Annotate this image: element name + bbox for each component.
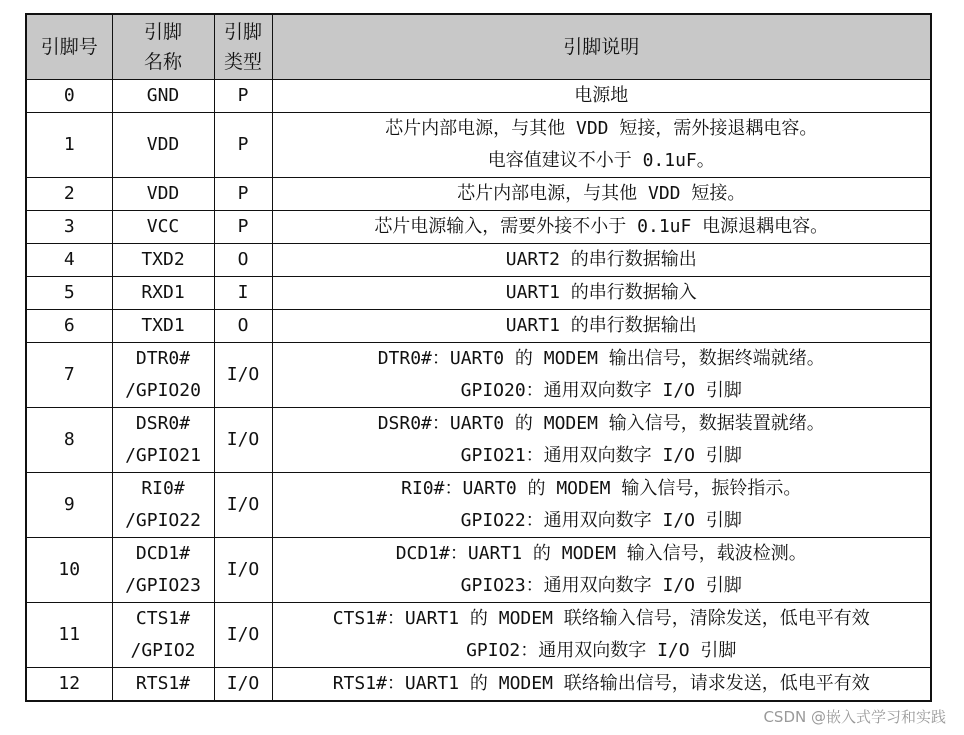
pin-name-cell [112,211,214,244]
pin-description-line: GPIO22：通用双向数字 I/O 引脚 [460,510,742,531]
pin-number-cell: 5 [26,277,112,310]
table-row [26,538,931,603]
table-row [26,603,931,668]
pin-number-cell: 8 [26,408,112,473]
pin-type-cell: I [214,277,272,310]
pin-name-line: DCD1# [135,543,191,564]
pin-description-line: DTR0#：UART0 的 MODEM 输出信号，数据终端就绪。 [377,348,825,369]
pin-name-cell [112,668,214,702]
pin-type-cell: I/O [214,408,272,473]
pin-name-cell [112,408,214,473]
pin-description-line: GPIO20：通用双向数字 I/O 引脚 [460,380,742,401]
header-pin-name [112,14,214,80]
pin-description-cell [272,211,931,244]
pin-name-line: VCC [146,216,180,237]
pin-description-cell [272,178,931,211]
header-pin-name-line: 引脚 [143,21,182,43]
pin-number-cell: 7 [26,343,112,408]
pin-description-line: DSR0#：UART0 的 MODEM 输入信号，数据装置就绪。 [377,413,825,434]
pin-description-line: 芯片电源输入，需要外接不小于 0.1uF 电源退耦电容。 [374,216,829,237]
pin-name-line: TXD1 [141,315,185,336]
pin-description-cell [272,277,931,310]
pin-name-cell [112,603,214,668]
pin-name-line: DTR0# [135,348,191,369]
table-row [26,244,931,277]
pin-name-line: VDD [146,134,180,155]
table-row [26,473,931,538]
pin-description-line: RI0#：UART0 的 MODEM 输入信号，振铃指示。 [401,478,802,499]
pin-description-line: GPIO21：通用双向数字 I/O 引脚 [460,445,742,466]
pin-description-line: 芯片内部电源，与其他 VDD 短接，需外接退耦电容。 [385,118,818,139]
pin-description-cell [272,113,931,178]
pin-number-cell: 1 [26,113,112,178]
pin-description-line: 电源地 [574,85,629,106]
header-pin-number [26,14,112,80]
pin-description-cell [272,408,931,473]
pin-description-line: UART2 的串行数据输出 [505,249,697,270]
pin-table [25,13,932,702]
pin-type-cell: P [214,211,272,244]
pin-name-line: CTS1# [135,608,191,629]
pin-name-cell [112,310,214,343]
pin-description-cell [272,343,931,408]
pin-name-cell [112,277,214,310]
pin-name-line: /GPIO22 [125,510,201,531]
pin-type-cell: I/O [214,343,272,408]
pin-name-line: /GPIO20 [125,380,201,401]
pin-description-line: CTS1#：UART1 的 MODEM 联络输入信号，清除发送，低电平有效 [332,608,870,629]
pin-description-cell [272,244,931,277]
pin-type-cell: I/O [214,538,272,603]
pin-name-line: VDD [146,183,180,204]
pin-name-cell [112,244,214,277]
table-header-row [26,14,931,80]
pin-description-line: RTS1#：UART1 的 MODEM 联络输出信号，请求发送，低电平有效 [332,673,870,694]
table-row [26,113,931,178]
table-row [26,408,931,473]
pin-name-cell [112,538,214,603]
header-pin-description [272,14,931,80]
pin-type-cell: O [214,244,272,277]
header-pin-number-line: 引脚号 [40,36,98,58]
pin-description-line: DCD1#：UART1 的 MODEM 输入信号，载波检测。 [395,543,807,564]
pin-name-cell [112,473,214,538]
pin-number-cell: 10 [26,538,112,603]
pin-description-line: GPIO2：通用双向数字 I/O 引脚 [466,640,737,661]
pin-type-cell: I/O [214,473,272,538]
header-pin-type-line: 类型 [223,51,262,73]
table-body [26,80,931,702]
pin-number-cell: 11 [26,603,112,668]
pin-type-cell: P [214,80,272,113]
pin-description-line: UART1 的串行数据输出 [505,315,697,336]
pin-name-line: RTS1# [135,673,191,694]
pin-name-cell [112,178,214,211]
pin-description-cell [272,310,931,343]
pin-description-cell [272,538,931,603]
pin-name-line: DSR0# [135,413,191,434]
header-pin-type-line: 引脚 [223,21,262,43]
pin-type-cell: O [214,310,272,343]
pin-type-cell: I/O [214,668,272,702]
pin-number-cell: 6 [26,310,112,343]
pin-name-cell [112,80,214,113]
table-row [26,310,931,343]
table-row [26,80,931,113]
csdn-watermark: CSDN @嵌入式学习和实践 [763,708,946,726]
pin-name-line: RXD1 [141,282,185,303]
table-row [26,277,931,310]
pin-type-cell: I/O [214,603,272,668]
pin-type-cell: P [214,113,272,178]
pin-description-cell [272,80,931,113]
table-row [26,343,931,408]
pin-number-cell: 4 [26,244,112,277]
pin-description-line: GPIO23：通用双向数字 I/O 引脚 [460,575,742,596]
pin-name-line: /GPIO21 [125,445,201,466]
pin-number-cell: 3 [26,211,112,244]
pin-name-cell [112,113,214,178]
pin-table-container [25,13,930,702]
pin-description-line: 芯片内部电源，与其他 VDD 短接。 [457,183,746,204]
table-row [26,211,931,244]
pin-description-cell [272,603,931,668]
pin-number-cell: 12 [26,668,112,702]
pin-name-line: TXD2 [141,249,185,270]
pin-description-line: 电容值建议不小于 0.1uF。 [487,150,715,171]
pin-type-cell: P [214,178,272,211]
header-pin-description-line: 引脚说明 [563,36,640,58]
pin-description-line: UART1 的串行数据输入 [505,282,697,303]
pin-description-cell [272,668,931,702]
pin-description-cell [272,473,931,538]
pin-name-line: /GPIO23 [125,575,201,596]
pin-name-line: RI0# [141,478,185,499]
pin-name-line: GND [146,85,180,106]
pin-number-cell: 0 [26,80,112,113]
header-pin-name-line: 名称 [143,51,182,73]
header-pin-type [214,14,272,80]
pin-number-cell: 9 [26,473,112,538]
pin-name-line: /GPIO2 [130,640,196,661]
pin-number-cell: 2 [26,178,112,211]
pin-name-cell [112,343,214,408]
table-row [26,668,931,702]
table-row [26,178,931,211]
